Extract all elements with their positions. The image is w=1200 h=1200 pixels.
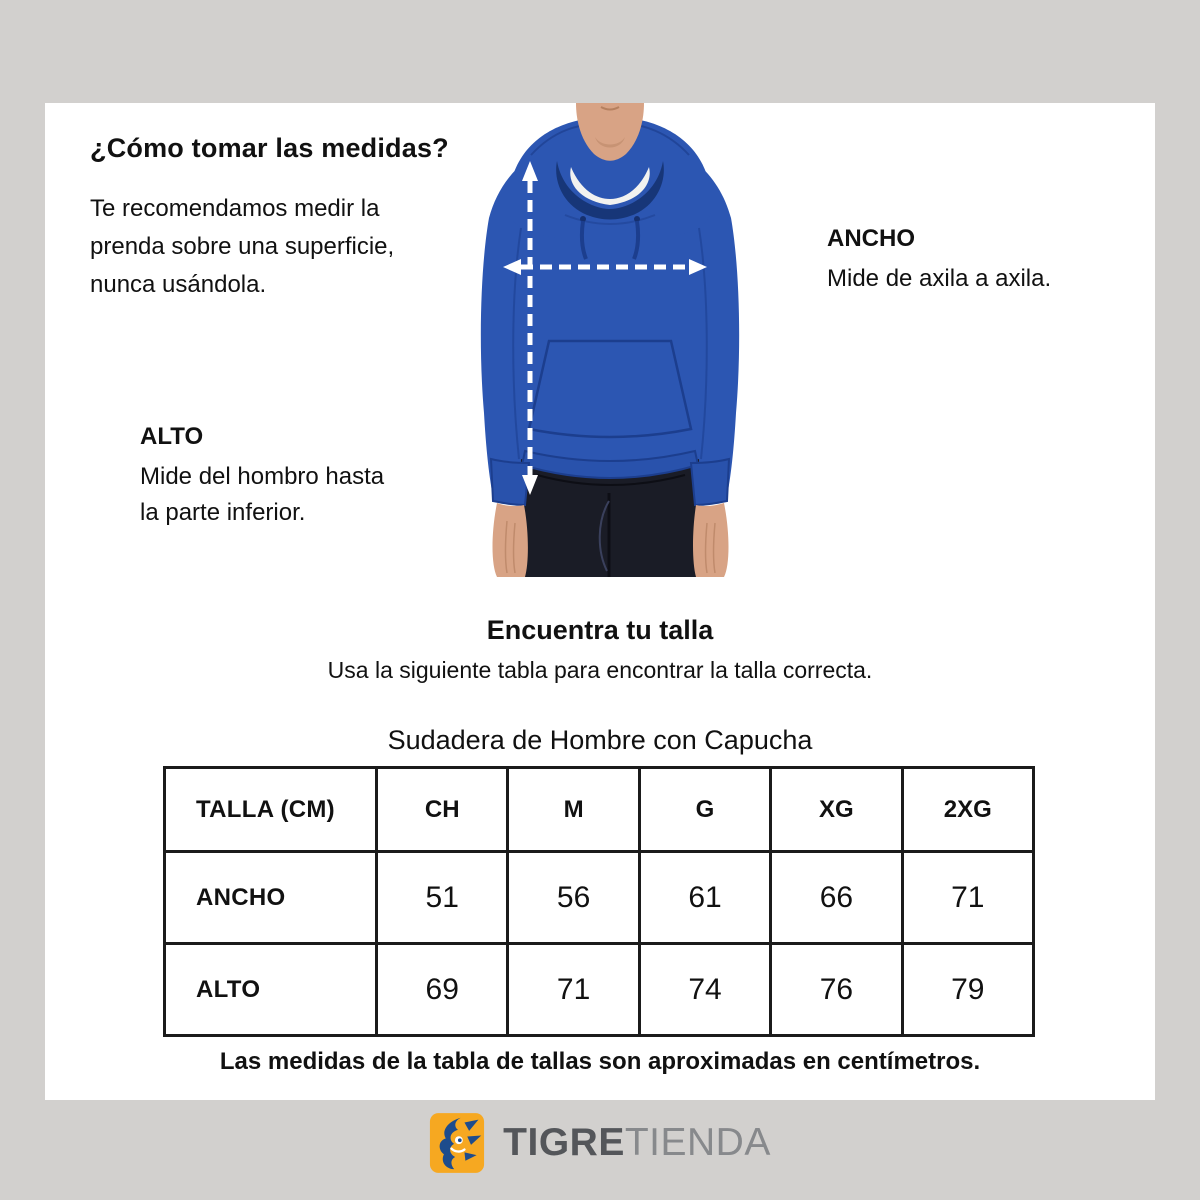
- hoodie-model-photo: [445, 103, 775, 577]
- row-label-alto: ALTO: [165, 944, 377, 1036]
- height-measure-title: ALTO: [140, 423, 204, 450]
- size-column-m: M: [508, 768, 639, 852]
- size-table: [163, 766, 1035, 1037]
- ancho-2xg: 71: [902, 852, 1033, 944]
- size-table-corner-cell: TALLA (CM): [165, 768, 377, 852]
- ancho-xg: 66: [771, 852, 902, 944]
- find-size-heading: Encuentra tu talla: [486, 615, 714, 645]
- right-cuff: [691, 459, 729, 505]
- size-column-xg: XG: [771, 768, 902, 852]
- width-measure-label: [827, 225, 1107, 297]
- brand-footer: [0, 1112, 1200, 1174]
- brand-wordmark: [503, 1121, 771, 1165]
- height-measure-description: Mide del hombro hasta la parte inferior.: [140, 463, 385, 526]
- how-to-measure-heading: ¿Cómo tomar las medidas?: [90, 133, 449, 163]
- brand-wordmark-bold: TIGRE: [503, 1121, 625, 1164]
- ancho-ch: 51: [377, 852, 508, 944]
- width-measure-title: ANCHO: [827, 225, 915, 252]
- table-row-alto: [165, 944, 1034, 1036]
- size-column-2xg: 2XG: [902, 768, 1033, 852]
- how-to-measure-section: [90, 133, 450, 304]
- alto-ch: 69: [377, 944, 508, 1036]
- content-card: [45, 103, 1155, 1100]
- size-table-title: Sudadera de Hombre con Capucha: [387, 725, 813, 755]
- row-label-ancho: ANCHO: [165, 852, 377, 944]
- tiger-logo-icon: [429, 1112, 485, 1174]
- measurements-note: Las medidas de la tabla de tallas son aproximadas en centímetros.: [219, 1048, 981, 1075]
- alto-g: 74: [639, 944, 770, 1036]
- ancho-m: 56: [508, 852, 639, 944]
- width-measure-description: Mide de axila a axila.: [827, 265, 1052, 292]
- size-column-g: G: [639, 768, 770, 852]
- left-cuff: [491, 459, 529, 505]
- find-size-subheading: Usa la siguiente tabla para encontrar la talla correcta.: [327, 657, 873, 683]
- alto-2xg: 79: [902, 944, 1033, 1036]
- height-measure-label: [140, 423, 390, 531]
- ancho-g: 61: [639, 852, 770, 944]
- brand-wordmark-light: TIENDA: [624, 1121, 771, 1164]
- size-column-ch: CH: [377, 768, 508, 852]
- size-table-header-row: [165, 768, 1034, 852]
- table-row-ancho: [165, 852, 1034, 944]
- alto-m: 71: [508, 944, 639, 1036]
- how-to-measure-body: Te recomendamos medir la prenda sobre una superficie, nunca usándola.: [90, 195, 395, 298]
- alto-xg: 76: [771, 944, 902, 1036]
